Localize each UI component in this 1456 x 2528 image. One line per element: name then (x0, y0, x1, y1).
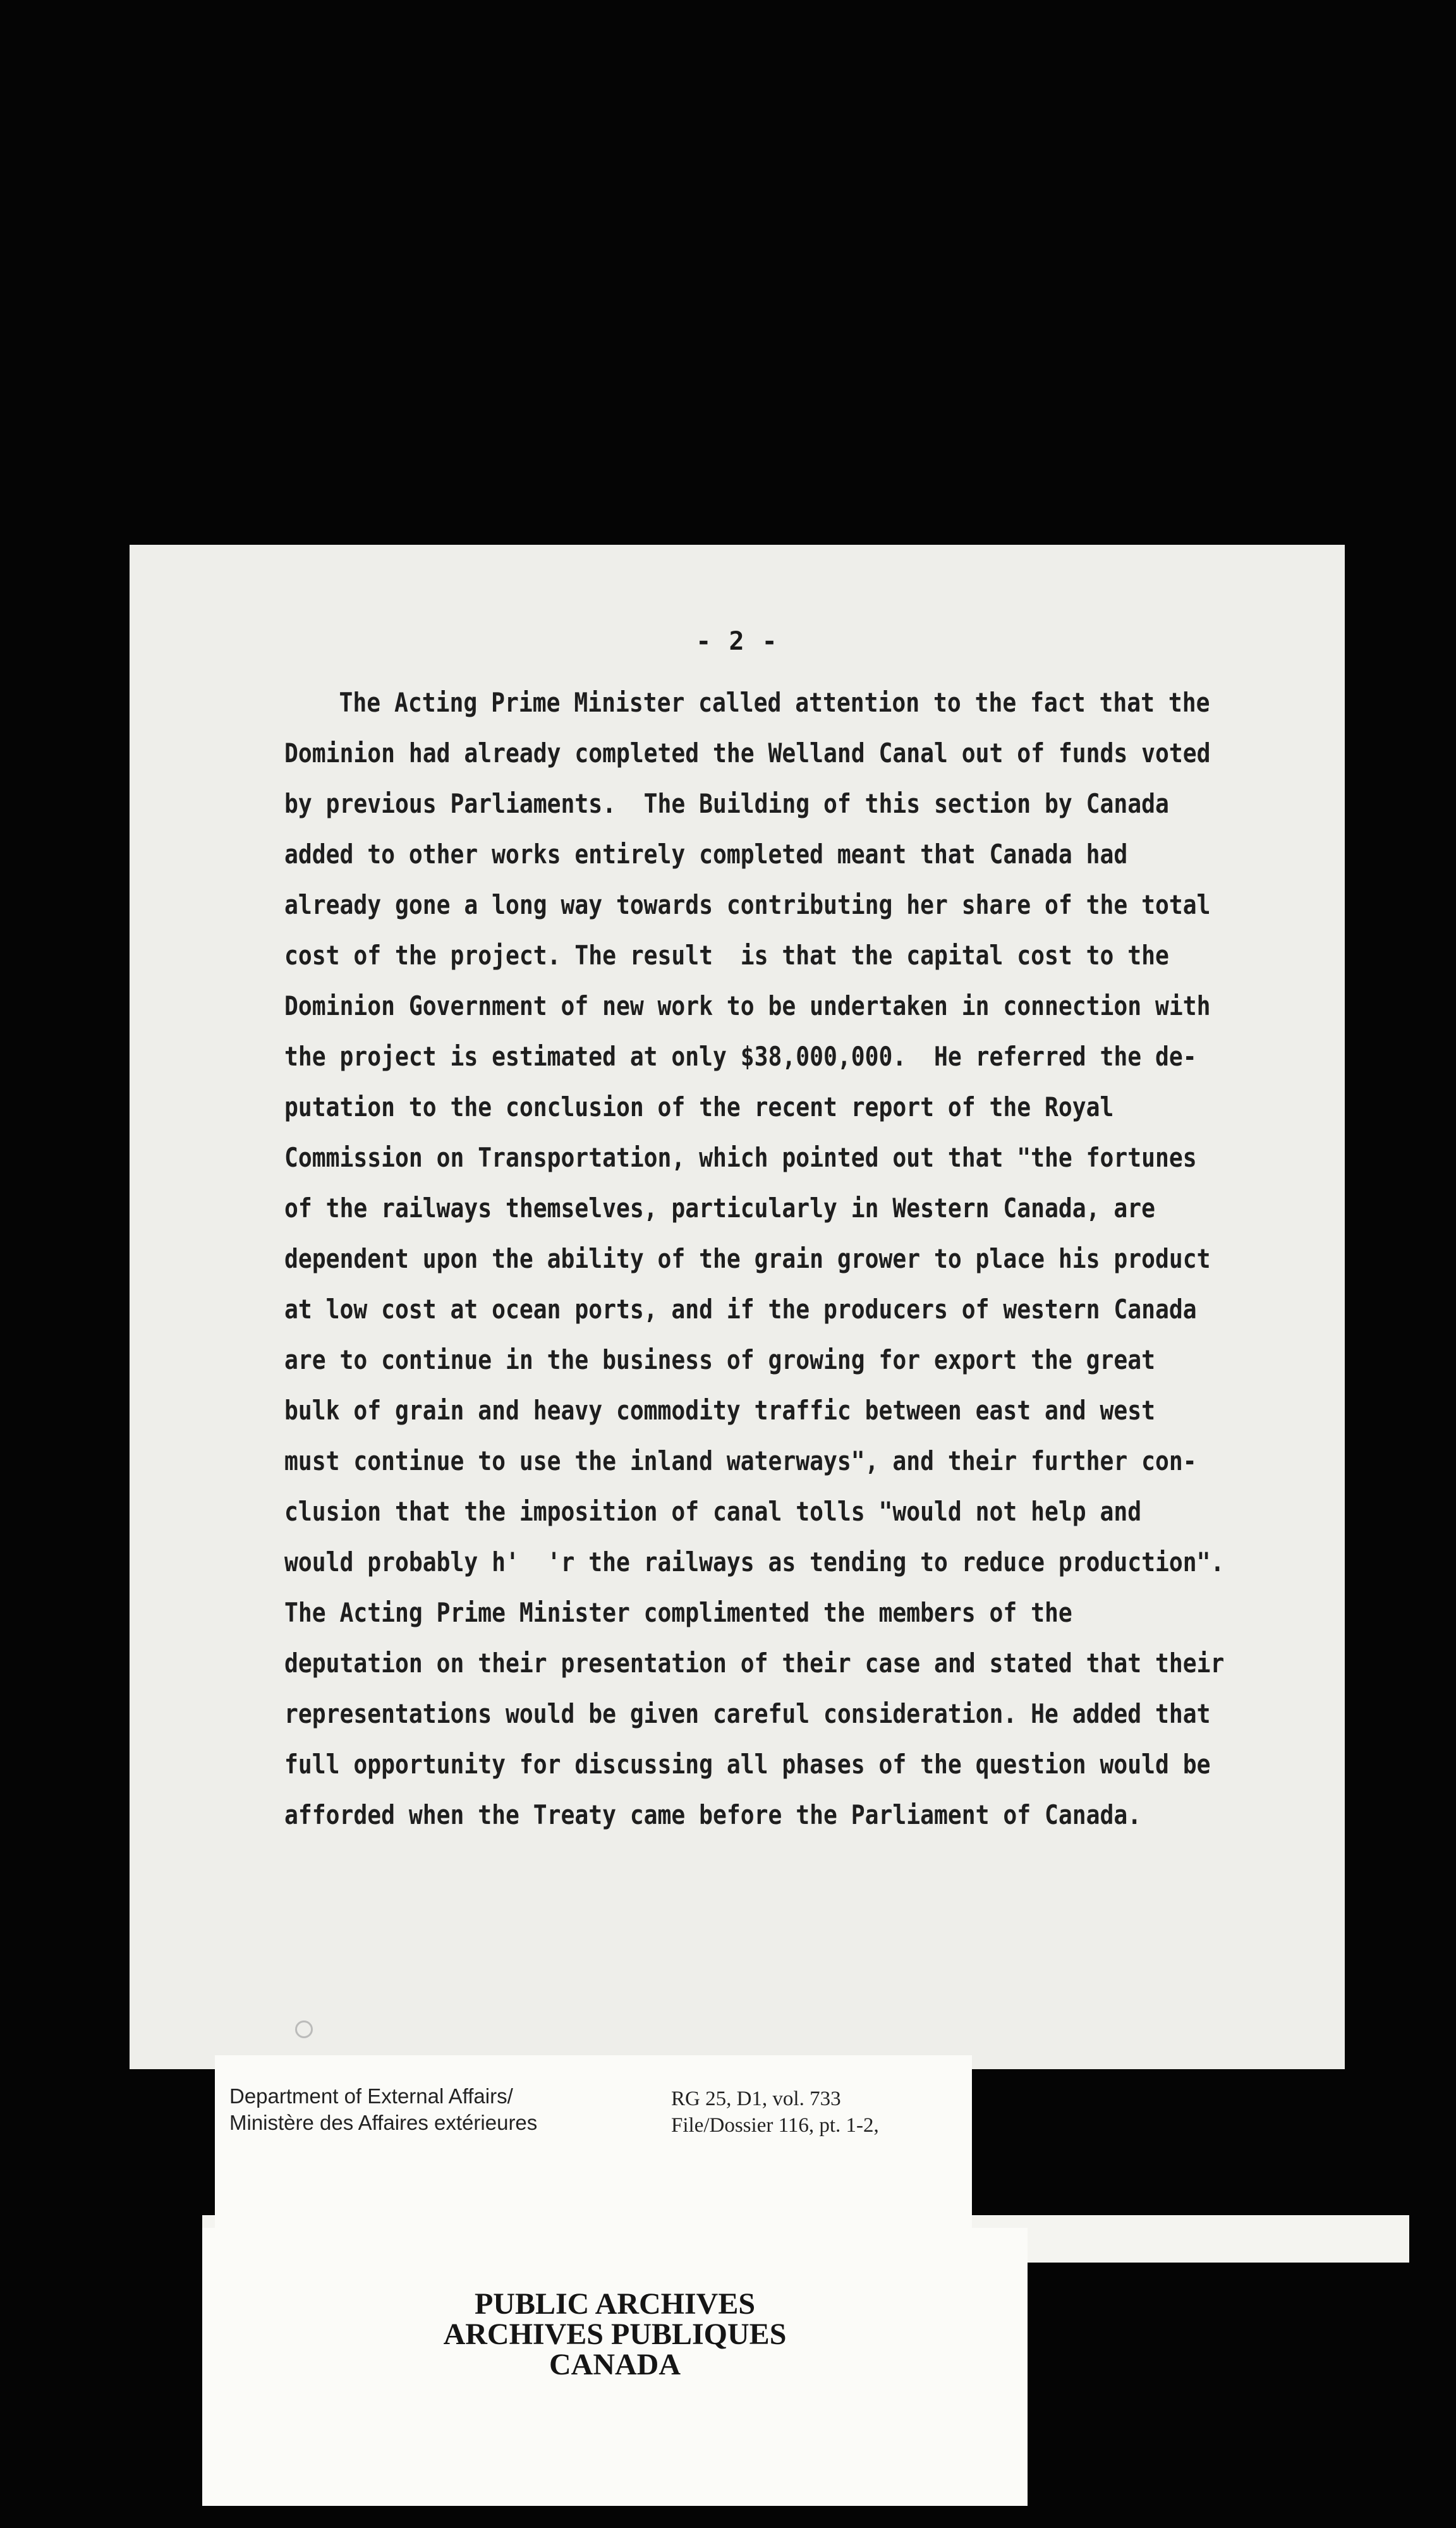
department-name (229, 2083, 537, 2136)
text-line: deputation on their presentation of their case and stated that their (284, 1648, 1225, 1679)
department-fr: Ministère des Affaires extérieures (229, 2111, 538, 2134)
text-line: would probably h' 'r the railways as tending to reduce production". (284, 1547, 1225, 1577)
text-line: clusion that the imposition of canal tolls "would not help and (284, 1496, 1142, 1527)
stamp-line-3: CANADA (549, 2348, 681, 2381)
department-en: Department of External Affairs/ (229, 2084, 513, 2108)
text-line: dependent upon the ability of the grain grower to place his product (284, 1243, 1211, 1274)
text-line: added to other works entirely completed meant that Canada had (284, 839, 1128, 870)
text-line: putation to the conclusion of the recent report of the Royal (284, 1091, 1114, 1122)
page-number: - 2 - (696, 627, 779, 656)
document-body (284, 678, 1312, 1840)
text-line: The Acting Prime Minister called attention to the fact that the (339, 687, 1210, 718)
stamp-line-1: PUBLIC ARCHIVES (474, 2287, 756, 2321)
text-line: of the railways themselves, particularly in Western Canada, are (284, 1193, 1155, 1224)
text-line: at low cost at ocean ports, and if the producers of western Canada (284, 1294, 1197, 1325)
text-line: are to continue in the business of growing for export the great (284, 1344, 1155, 1375)
page-smudge (295, 2021, 313, 2038)
text-line: bulk of grain and heavy commodity traffic between east and west (284, 1395, 1155, 1426)
text-line: the project is estimated at only $38,000,000. He referred the de- (284, 1041, 1197, 1072)
document-page (130, 545, 1345, 2069)
text-line: afforded when the Treaty came before the Parliament of Canada. (284, 1799, 1142, 1830)
text-line: Dominion Government of new work to be undertaken in connection with (284, 990, 1211, 1021)
text-line: full opportunity for discussing all phases of the question would be (284, 1749, 1211, 1780)
archive-reference (671, 2086, 879, 2139)
text-line: by previous Parliaments. The Building of this section by Canada (284, 788, 1169, 819)
reference-line-1: RG 25, D1, vol. 733 (671, 2087, 841, 2110)
text-line: representations would be given careful consideration. He added that (284, 1698, 1211, 1729)
text-line: already gone a long way towards contributing her share of the total (284, 889, 1211, 920)
text-line: must continue to use the inland waterways", and their further con- (284, 1445, 1197, 1476)
text-line: Commission on Transportation, which pointed out that "the fortunes (284, 1142, 1197, 1173)
text-line: The Acting Prime Minister complimented the members of the (284, 1597, 1072, 1628)
archives-stamp (202, 2289, 1028, 2380)
reference-line-2: File/Dossier 116, pt. 1-2, (671, 2114, 879, 2137)
stamp-line-2: ARCHIVES PUBLIQUES (443, 2318, 787, 2351)
text-line: Dominion had already completed the Welland Canal out of funds voted (284, 738, 1211, 769)
text-line: cost of the project. The result is that the capital cost to the (284, 940, 1169, 971)
